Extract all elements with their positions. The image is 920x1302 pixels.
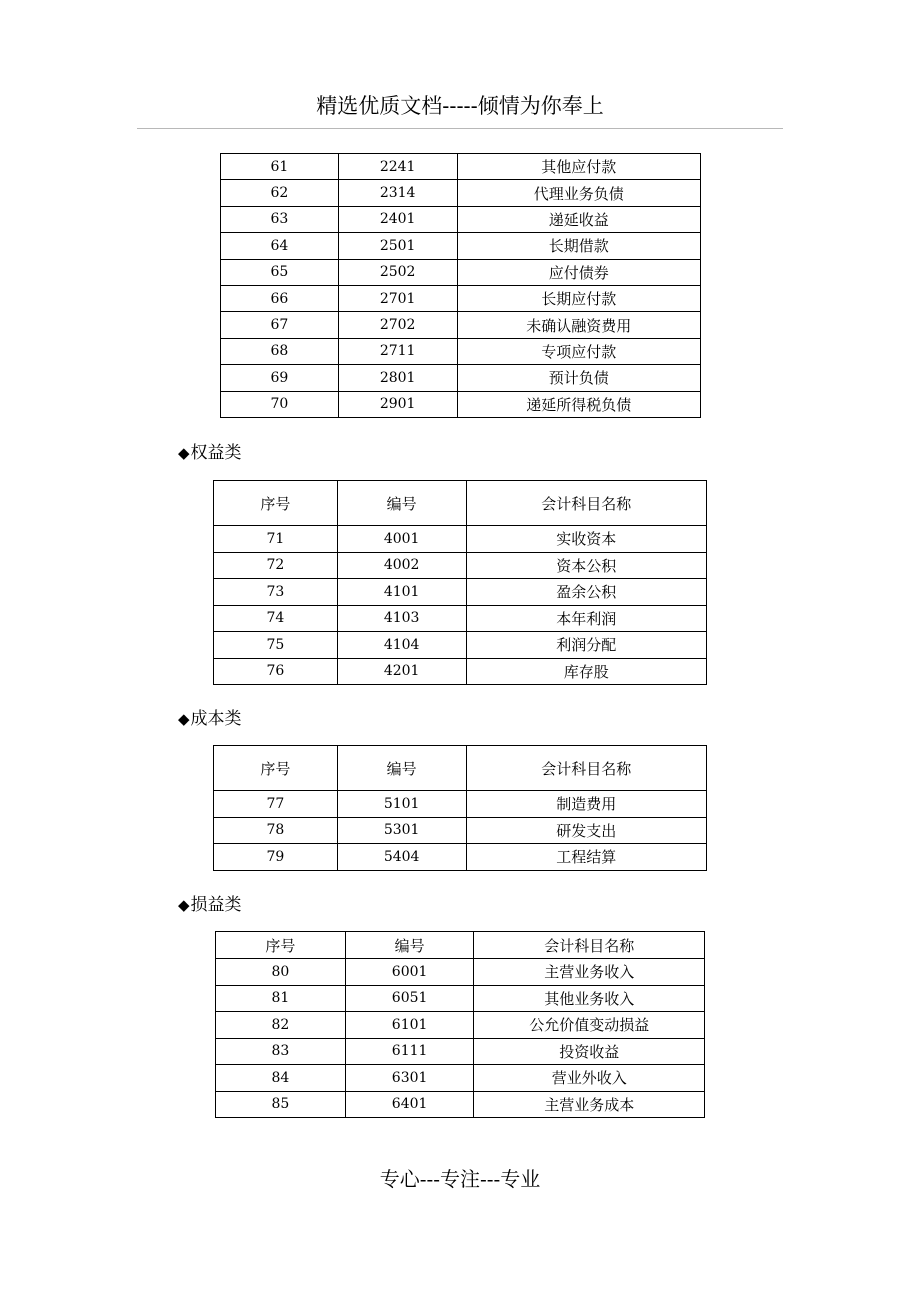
cell-account-name: 投资收益 (474, 1038, 705, 1065)
cell-index: 61 (221, 154, 339, 180)
column-header-index: 序号 (214, 481, 338, 526)
cell-code: 2502 (338, 259, 457, 285)
cell-account-name: 盈余公积 (466, 579, 706, 606)
table-row (216, 1038, 705, 1065)
section-title: 成本类 (190, 709, 242, 729)
cell-index: 83 (216, 1038, 346, 1065)
cell-code: 4103 (337, 605, 466, 632)
cell-account-name: 研发支出 (466, 817, 706, 844)
cell-index: 73 (214, 579, 338, 606)
cell-index: 80 (216, 959, 346, 986)
cell-account-name: 利润分配 (466, 632, 706, 659)
cell-account-name: 递延所得税负债 (457, 391, 700, 417)
table-row (214, 579, 707, 606)
cell-index: 78 (214, 817, 338, 844)
section-heading-equity (178, 438, 242, 463)
column-header-name: 会计科目名称 (466, 746, 706, 791)
cell-index: 64 (221, 233, 339, 259)
column-header-name: 会计科目名称 (474, 932, 705, 959)
cell-account-name: 库存股 (466, 658, 706, 685)
table-row (214, 605, 707, 632)
table-row (221, 285, 701, 311)
table-row (216, 959, 705, 986)
table-row (216, 1065, 705, 1092)
table-row (214, 658, 707, 685)
cell-index: 68 (221, 338, 339, 364)
table-row (214, 552, 707, 579)
cell-account-name: 预计负债 (457, 365, 700, 391)
equity-table-body (214, 526, 707, 685)
table-row (221, 154, 701, 180)
table-row (214, 526, 707, 553)
cell-code: 5301 (337, 817, 466, 844)
table-row (221, 391, 701, 417)
cell-index: 79 (214, 844, 338, 871)
cell-account-name: 其他应付款 (457, 154, 700, 180)
diamond-bullet-icon: ◆ (178, 896, 190, 914)
cell-code: 2241 (338, 154, 457, 180)
column-header-index: 序号 (216, 932, 346, 959)
cell-index: 75 (214, 632, 338, 659)
cell-account-name: 代理业务负债 (457, 180, 700, 206)
column-header-code: 编号 (337, 746, 466, 791)
cell-code: 4002 (337, 552, 466, 579)
cell-code: 4101 (337, 579, 466, 606)
cell-code: 2711 (338, 338, 457, 364)
header-divider (137, 128, 783, 129)
liabilities-table (220, 153, 701, 418)
cell-index: 65 (221, 259, 339, 285)
column-header-code: 编号 (345, 932, 474, 959)
table-header-row (214, 481, 707, 526)
cell-code: 6111 (345, 1038, 474, 1065)
cell-code: 5101 (337, 791, 466, 818)
liabilities-table-body (221, 154, 701, 418)
cell-index: 67 (221, 312, 339, 338)
cell-code: 2701 (338, 285, 457, 311)
cell-index: 63 (221, 206, 339, 232)
cell-index: 66 (221, 285, 339, 311)
table-row (214, 817, 707, 844)
cell-code: 4201 (337, 658, 466, 685)
table-header-row (214, 746, 707, 791)
cell-account-name: 递延收益 (457, 206, 700, 232)
cost-table-body (214, 791, 707, 871)
cell-code: 5404 (337, 844, 466, 871)
table-row (214, 844, 707, 871)
cell-index: 84 (216, 1065, 346, 1092)
table-row (216, 1012, 705, 1039)
table-row (221, 259, 701, 285)
cell-account-name: 制造费用 (466, 791, 706, 818)
page-footer: 专心---专注---专业 (379, 1167, 541, 1191)
equity-table (213, 480, 707, 685)
cell-index: 85 (216, 1091, 346, 1118)
cell-index: 72 (214, 552, 338, 579)
cell-account-name: 工程结算 (466, 844, 706, 871)
cell-index: 71 (214, 526, 338, 553)
cell-code: 2901 (338, 391, 457, 417)
cell-code: 2501 (338, 233, 457, 259)
table-row (221, 365, 701, 391)
cell-account-name: 营业外收入 (474, 1065, 705, 1092)
table-row (216, 1091, 705, 1118)
table-row (214, 632, 707, 659)
cell-account-name: 专项应付款 (457, 338, 700, 364)
cell-code: 6101 (345, 1012, 474, 1039)
cell-account-name: 主营业务成本 (474, 1091, 705, 1118)
cell-code: 2314 (338, 180, 457, 206)
cell-code: 6001 (345, 959, 474, 986)
cell-index: 82 (216, 1012, 346, 1039)
cell-account-name: 主营业务收入 (474, 959, 705, 986)
cell-code: 2702 (338, 312, 457, 338)
section-title: 损益类 (190, 895, 242, 915)
cell-account-name: 本年利润 (466, 605, 706, 632)
section-heading-profit-loss (178, 890, 242, 915)
column-header-index: 序号 (214, 746, 338, 791)
table-row (221, 206, 701, 232)
section-title: 权益类 (190, 443, 242, 463)
column-header-name: 会计科目名称 (466, 481, 706, 526)
cell-index: 74 (214, 605, 338, 632)
table-row (221, 233, 701, 259)
cell-account-name: 长期应付款 (457, 285, 700, 311)
cell-account-name: 实收资本 (466, 526, 706, 553)
cell-code: 2401 (338, 206, 457, 232)
cell-index: 62 (221, 180, 339, 206)
table-row (221, 180, 701, 206)
cell-account-name: 其他业务收入 (474, 985, 705, 1012)
table-row (214, 791, 707, 818)
cell-code: 4104 (337, 632, 466, 659)
cell-code: 6401 (345, 1091, 474, 1118)
profit-loss-table-body (216, 959, 705, 1118)
cell-index: 69 (221, 365, 339, 391)
cell-index: 76 (214, 658, 338, 685)
diamond-bullet-icon: ◆ (178, 710, 190, 728)
cell-account-name: 公允价值变动损益 (474, 1012, 705, 1039)
cell-index: 81 (216, 985, 346, 1012)
cell-account-name: 未确认融资费用 (457, 312, 700, 338)
column-header-code: 编号 (337, 481, 466, 526)
cell-account-name: 应付债券 (457, 259, 700, 285)
diamond-bullet-icon: ◆ (178, 444, 190, 462)
cost-table (213, 745, 707, 871)
section-heading-cost (178, 704, 242, 729)
profit-loss-table (215, 931, 705, 1118)
cell-account-name: 资本公积 (466, 552, 706, 579)
cell-account-name: 长期借款 (457, 233, 700, 259)
page-header: 精选优质文档-----倾情为你奉上 (316, 94, 604, 118)
table-row (216, 985, 705, 1012)
table-header-row (216, 932, 705, 959)
cell-code: 6301 (345, 1065, 474, 1092)
table-row (221, 312, 701, 338)
table-row (221, 338, 701, 364)
cell-code: 6051 (345, 985, 474, 1012)
cell-index: 70 (221, 391, 339, 417)
cell-code: 2801 (338, 365, 457, 391)
cell-index: 77 (214, 791, 338, 818)
cell-code: 4001 (337, 526, 466, 553)
